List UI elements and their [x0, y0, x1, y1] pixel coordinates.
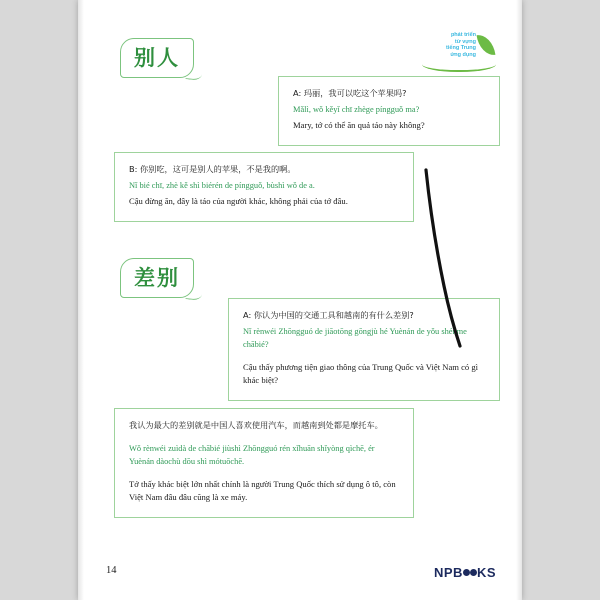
page-number: 14 — [106, 565, 117, 576]
dialogue-vietnamese: Tớ thấy khác biệt lớn nhất chính là người Trung Quốc thích sử dụng ô tô, còn Việt Nam đâu đâu cũng là xe máy. — [129, 479, 398, 502]
section-heading-label: 别人 — [134, 46, 180, 70]
publisher-suffix: KS — [476, 565, 496, 580]
dialogue-chinese: A: 你认为中国的交通工具和越南的有什么差别? — [243, 310, 414, 320]
spacer — [129, 435, 399, 439]
publisher-dot-icon — [470, 569, 477, 576]
dialogue-pinyin: Nǐ bié chī, zhè kě shì biérén de píngguǒ, bùshì wǒ de a. — [129, 181, 315, 190]
section-heading-label: 差别 — [134, 266, 180, 290]
dialogue-pinyin: Wǒ rènwéi zuìdà de chābié jiùshì Zhōngguó rén xǐhuān shǐyòng qìchē, ér Yuènán dàochù dōu shì mótuōchē. — [129, 444, 377, 466]
dialogue-pinyin: Mǎlì, wǒ kěyǐ chī zhège píngguǒ ma? — [293, 105, 420, 114]
logo-line-2: từ vựng — [454, 38, 476, 45]
book-page — [78, 0, 522, 600]
dialogue-bubble-2 — [114, 152, 414, 222]
dialogue-pinyin: Nǐ rènwéi Zhōngguó de jiāotōng gōngjù hé Yuènán de yǒu shénme chābié? — [243, 327, 469, 349]
swoosh-icon — [422, 56, 496, 72]
dialogue-vietnamese: Cậu đừng ăn, đây là táo của người khác, không phải của tớ đâu. — [129, 196, 348, 206]
dialogue-bubble-1 — [278, 76, 500, 146]
heading-underline-tail — [185, 288, 202, 301]
dialogue-chinese: B: 你别吃，这可是别人的苹果，不是我的啊。 — [129, 164, 296, 174]
heading-underline-tail — [185, 68, 202, 81]
publisher-logo — [410, 30, 496, 74]
logo-line-1: phát triển — [450, 32, 476, 38]
dialogue-chinese: A: 玛丽，我可以吃这个苹果吗? — [293, 88, 407, 98]
publisher-dot-icon — [463, 569, 470, 576]
logo-text — [446, 32, 476, 58]
dialogue-vietnamese: Mary, tớ có thể ăn quả táo này không? — [293, 120, 425, 130]
logo-line-4: ứng dụng — [450, 51, 476, 58]
dialogue-bubble-4 — [114, 408, 414, 518]
publisher-prefix: NPB — [433, 565, 463, 580]
dialogue-chinese: 我认为最大的差别就是中国人喜欢使用汽车，而越南到处都是摩托车。 — [129, 420, 383, 430]
section-heading-bieren — [120, 38, 194, 78]
section-heading-chabie — [120, 258, 194, 298]
dialogue-vietnamese: Cậu thấy phương tiện giao thông của Trung Quốc và Việt Nam có gì khác biệt? — [243, 362, 481, 385]
leaf-icon — [477, 33, 496, 57]
publisher-mark — [434, 565, 496, 580]
spacer — [243, 354, 485, 358]
spacer — [129, 471, 399, 475]
logo-line-3: tiếng Trung — [446, 45, 476, 52]
dialogue-bubble-3 — [228, 298, 500, 401]
